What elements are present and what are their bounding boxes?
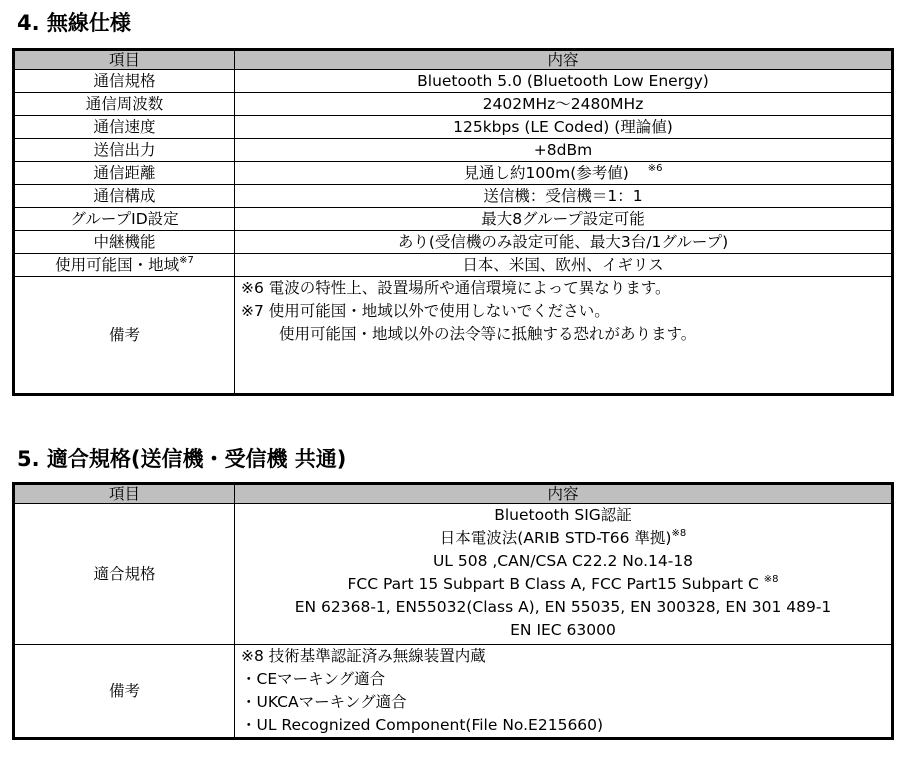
- standard-line: Bluetooth SIG認証: [494, 506, 632, 524]
- row-key: 通信距離: [14, 162, 235, 185]
- standard-line: [239, 573, 887, 596]
- remarks-row: [14, 645, 893, 739]
- row-value: あり(受信機のみ設定可能、最大3台/1グループ): [235, 231, 893, 254]
- header-content: 内容: [235, 50, 893, 70]
- row-value: 送信機：受信機＝1：1: [235, 185, 893, 208]
- footnote-ref-8: ※8: [763, 574, 779, 585]
- remarks-line: 使用可能国・地域以外の法令等に抵触する恐れがあります。: [279, 325, 697, 343]
- remarks-content: [235, 277, 893, 395]
- remarks-line: ・UL Recognized Component(File No.E215660): [241, 716, 604, 734]
- remarks-line: ※7 使用可能国・地域以外で使用しないでください。: [241, 302, 610, 320]
- table-header: [14, 484, 893, 504]
- header-item: 項目: [14, 50, 235, 70]
- row-key: 通信周波数: [14, 93, 235, 116]
- row-key-text: 使用可能国・地域: [55, 256, 180, 274]
- standards-key: 適合規格: [14, 504, 235, 645]
- table-row: [14, 116, 893, 139]
- row-value: 125kbps (LE Coded) (理論値): [235, 116, 893, 139]
- remarks-line: ※8 技術基準認証済み無線装置内蔵: [241, 647, 486, 665]
- row-value: Bluetooth 5.0 (Bluetooth Low Energy): [235, 70, 893, 93]
- row-key: 通信構成: [14, 185, 235, 208]
- table-header: [14, 50, 893, 70]
- table-row: [14, 231, 893, 254]
- remarks-line: ※6 電波の特性上、設置場所や通信環境によって異なります。: [241, 279, 671, 297]
- standard-line: UL 508 ,CAN/CSA C22.2 No.14-18: [432, 552, 694, 570]
- remarks-key: 備考: [14, 645, 235, 739]
- row-key: 中継機能: [14, 231, 235, 254]
- row-key: 通信規格: [14, 70, 235, 93]
- remarks-key: 備考: [14, 277, 235, 395]
- standards-row: [14, 504, 893, 645]
- row-value: +8dBm: [235, 139, 893, 162]
- row-value-text: 見通し約100m(参考値): [463, 164, 629, 182]
- row-key: 送信出力: [14, 139, 235, 162]
- header-item: 項目: [14, 484, 235, 504]
- table-row: [14, 162, 893, 185]
- standard-line: EN 62368-1, EN55032(Class A), EN 55035, EN 300328, EN 301 489-1: [294, 598, 832, 616]
- table-row: [14, 70, 893, 93]
- standard-line: EN IEC 63000: [510, 621, 616, 639]
- row-key: [14, 254, 235, 277]
- section-4-title: 4. 無線仕様: [17, 11, 131, 35]
- compliance-table: [12, 482, 894, 740]
- remarks-row: [14, 277, 893, 395]
- row-value: [235, 162, 893, 185]
- row-value: 2402MHz～2480MHz: [235, 93, 893, 116]
- standard-line: [239, 527, 887, 550]
- table-row: [14, 185, 893, 208]
- header-content: 内容: [235, 484, 893, 504]
- radio-spec-table: [12, 48, 894, 396]
- footnote-ref-8: ※8: [671, 528, 687, 539]
- table-row: [14, 254, 893, 277]
- footnote-ref-7: ※7: [179, 255, 194, 266]
- row-key: グループID設定: [14, 208, 235, 231]
- section-5-title: 5. 適合規格(送信機・受信機 共通): [17, 447, 347, 471]
- table-row: [14, 139, 893, 162]
- standard-text: 日本電波法(ARIB STD-T66 準拠): [439, 529, 672, 547]
- remarks-line: ・UKCAマーキング適合: [241, 693, 407, 711]
- standard-text: FCC Part 15 Subpart B Class A, FCC Part15 Subpart C: [347, 575, 764, 593]
- footnote-ref-6: ※6: [647, 163, 663, 174]
- row-value: 最大8グループ設定可能: [235, 208, 893, 231]
- standards-content: [235, 504, 893, 645]
- table-row: [14, 208, 893, 231]
- table-row: [14, 93, 893, 116]
- row-key: 通信速度: [14, 116, 235, 139]
- remarks-line: ・CEマーキング適合: [241, 670, 386, 688]
- remarks-content: [235, 645, 893, 739]
- row-value: 日本、米国、欧州、イギリス: [235, 254, 893, 277]
